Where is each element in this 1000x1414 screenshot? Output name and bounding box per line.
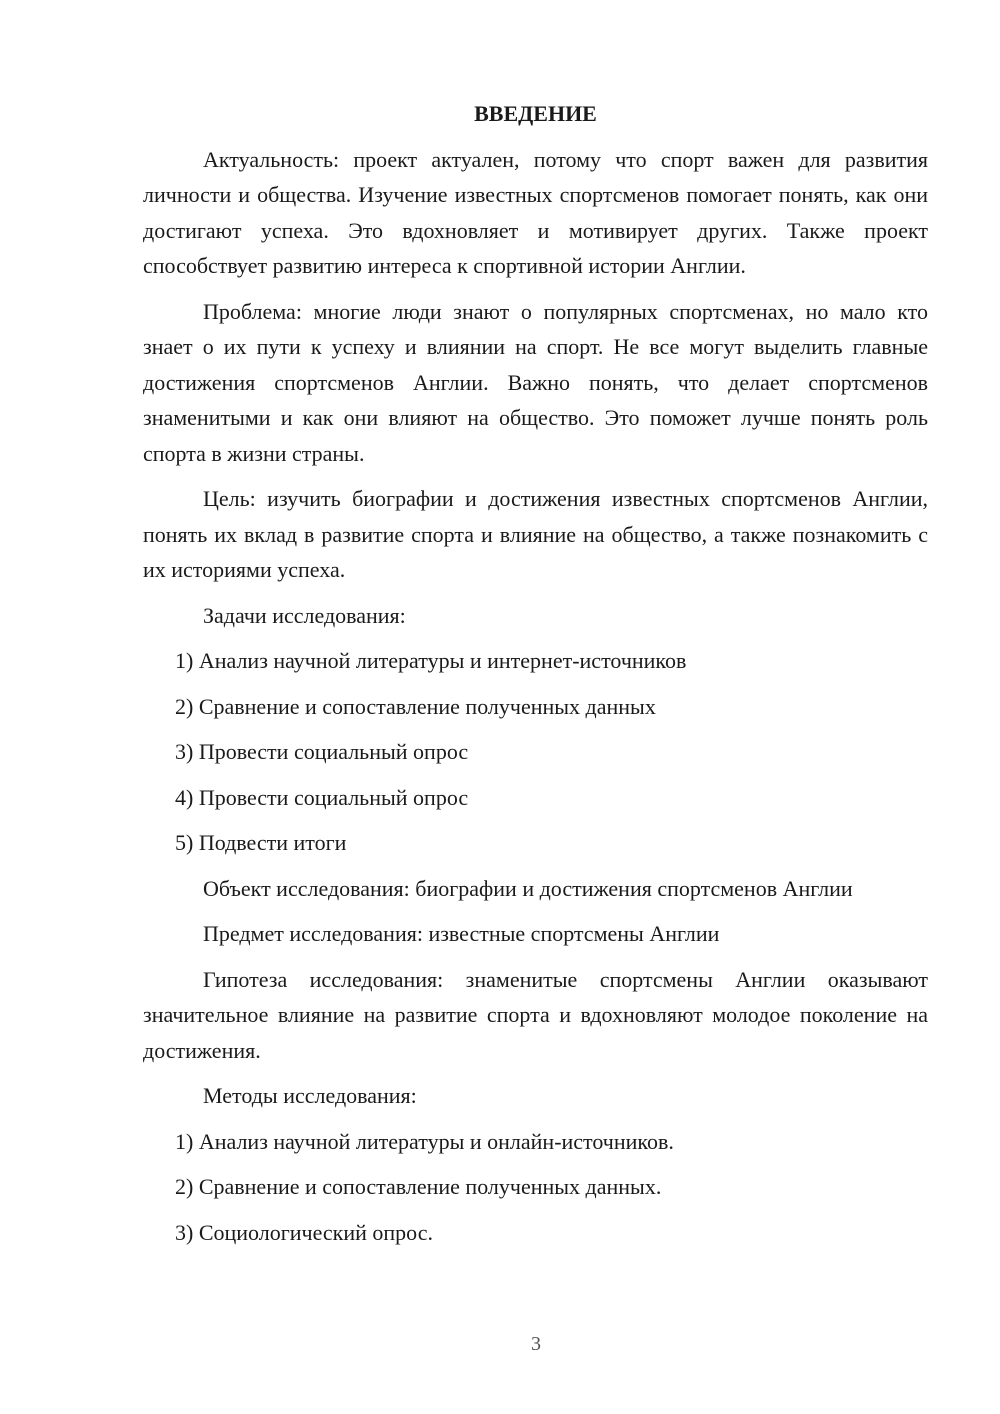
hypothesis-paragraph: Гипотеза исследования: знаменитые спортсмены Англии оказывают значительное влияние на развитие спорта и вдохновляют молодое поколение на достижения. <box>143 966 928 1063</box>
method-item-2: 2) Сравнение и сопоставление полученных данных. <box>175 1174 662 1199</box>
page-number: 3 <box>531 1333 541 1355</box>
goal-paragraph: Цель: изучить биографии и достижения известных спортсменов Англии, понять их вклад в развитие спорта и влияние на общество, а также познакомить с их историями успеха. <box>143 486 928 582</box>
task-item-2: 2) Сравнение и сопоставление полученных данных <box>175 693 656 719</box>
task-item-5: 5) Подвести итоги <box>175 830 347 855</box>
tasks-heading: Задачи исследования: <box>203 602 406 628</box>
method-item-1: 1) Анализ научной литературы и онлайн-источников. <box>175 1128 674 1154</box>
object-paragraph: Объект исследования: биографии и достижения спортсменов Англии <box>203 875 853 901</box>
task-item-3: 3) Провести социальный опрос <box>175 739 469 764</box>
relevance-paragraph: Актуальность: проект актуален, потому что спорт важен для развития личности и общества. Изучение известных спортсменов помогает понять, как они достигают успеха. Это вдохновляет и мотивирует других. Также проект способствует развитию интереса к спортивной истории Англии. <box>143 146 928 278</box>
task-item-1: 1) Анализ научной литературы и интернет-источников <box>175 648 687 673</box>
document-body <box>143 96 928 1260</box>
subject-paragraph: Предмет исследования: известные спортсмены Англии <box>203 921 720 946</box>
methods-heading: Методы исследования: <box>203 1083 417 1108</box>
page-title: ВВЕДЕНИЕ <box>474 101 597 126</box>
method-item-3: 3) Социологический опрос. <box>175 1219 433 1245</box>
task-item-4: 4) Провести социальный опрос <box>175 784 469 810</box>
problem-paragraph: Проблема: многие люди знают о популярных спортсменах, но мало кто знает о их пути к успеху и влиянии на спорт. Не все могут выделить главные достижения спортсменов Англии. Важно понять, что делает спортсменов знаменитыми и как они влияют на общество. Это поможет лучше понять роль спорта в жизни страны. <box>143 298 928 466</box>
